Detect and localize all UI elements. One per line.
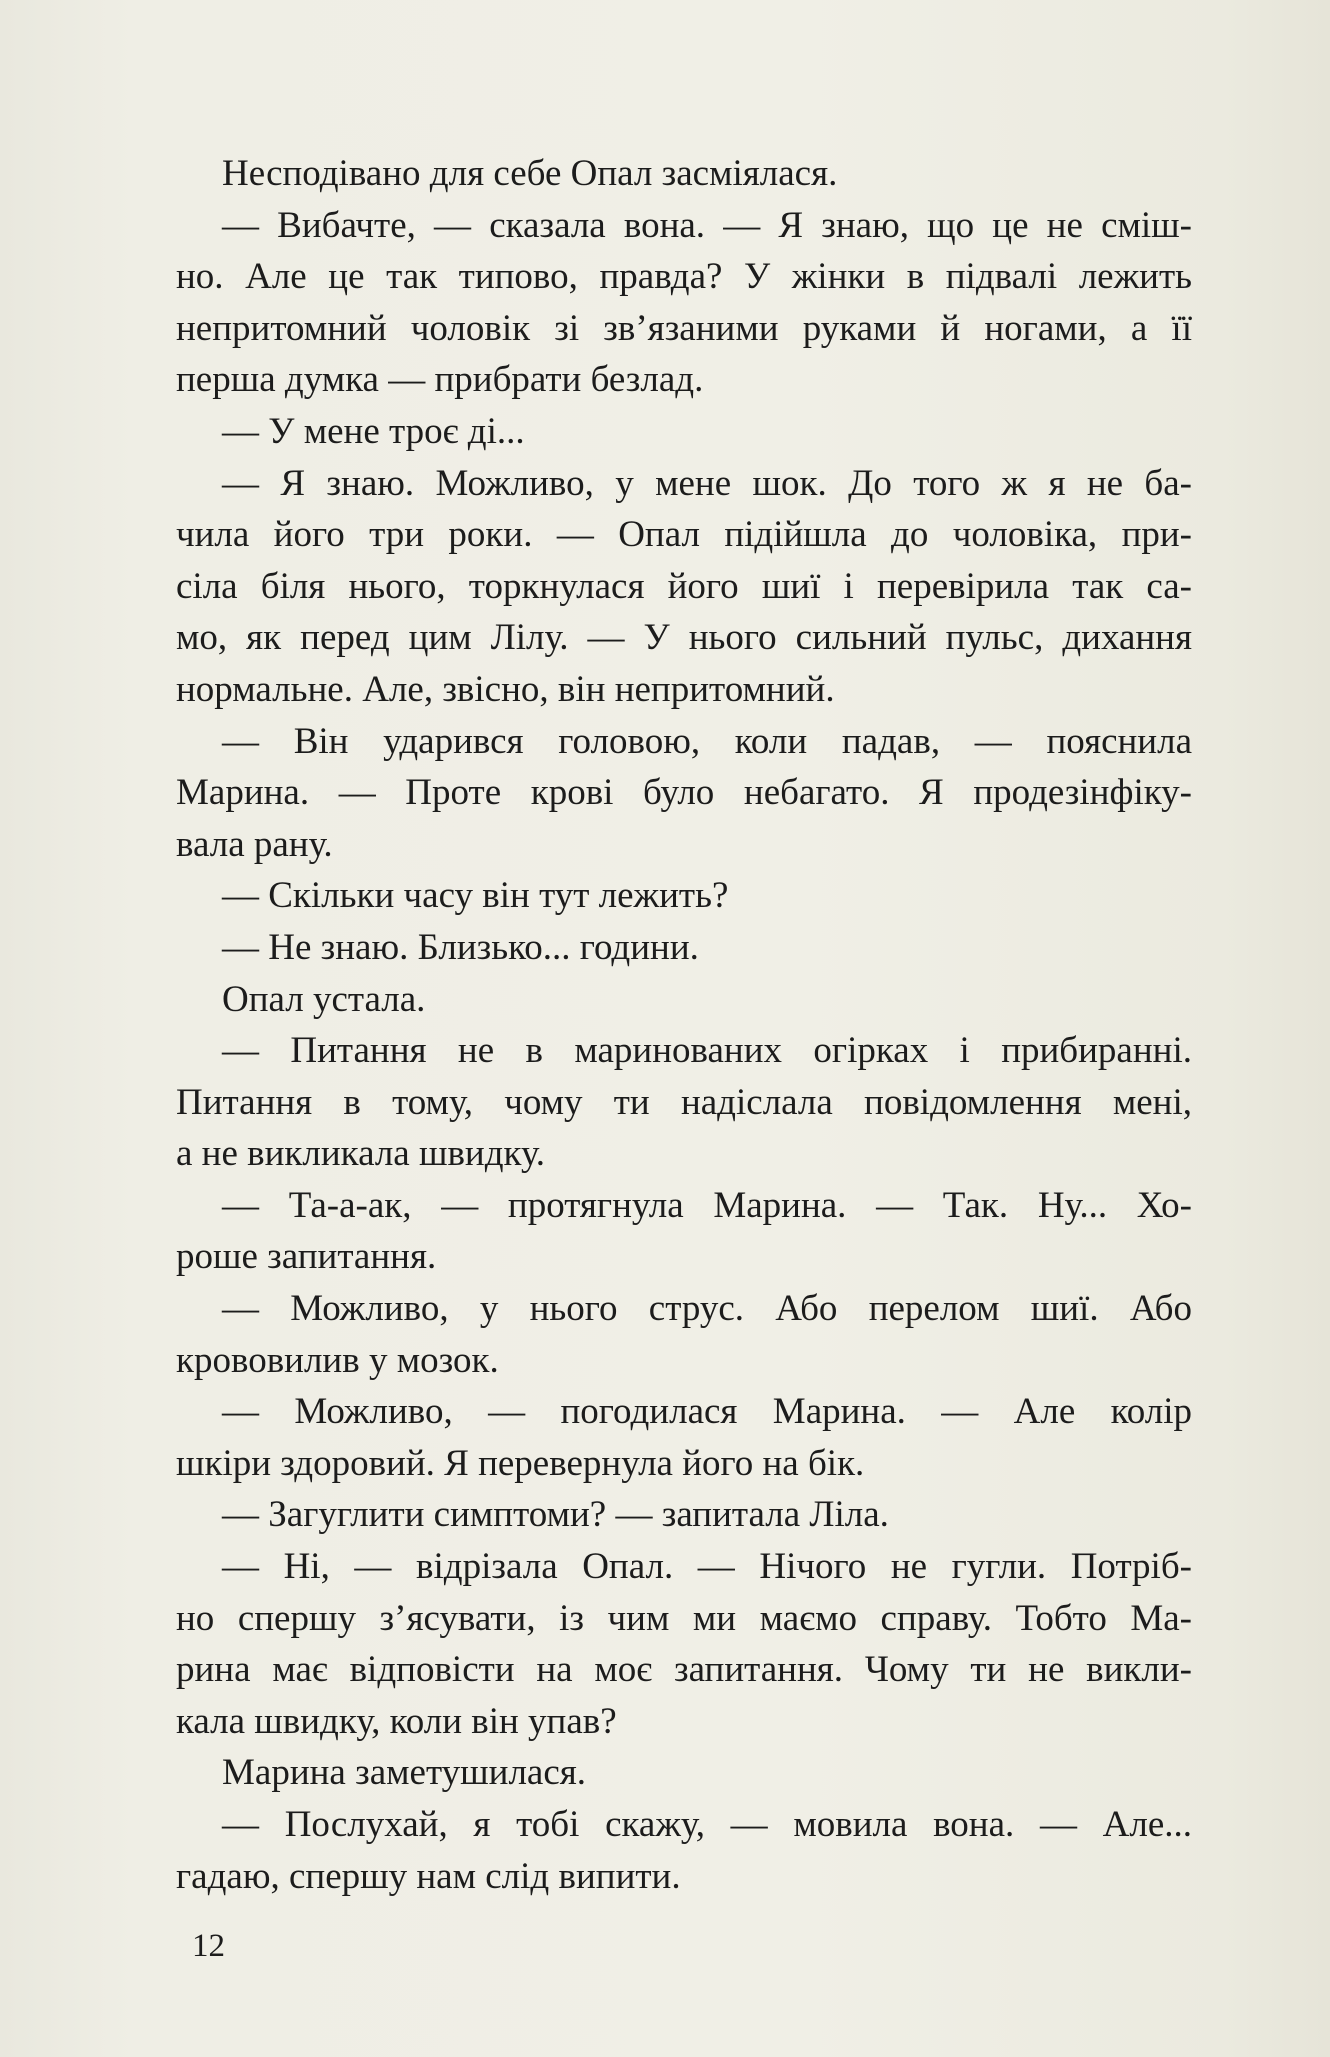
text-line: сіла біля нього, торкнулася його шиї і перевірила так са- (176, 565, 1192, 607)
text-line: — Питання не в маринованих огірках і прибиранні. (222, 1030, 1192, 1072)
page-body-text (176, 148, 1192, 1902)
text-line: — Він ударився головою, коли падав, — пояснила (222, 720, 1192, 762)
page-number: 12 (192, 1928, 225, 1964)
text-line: — Послухай, я тобі скажу, — мовила вона. — Але... (222, 1804, 1192, 1845)
text-line: гадаю, спершу нам слід випити. (176, 1855, 681, 1897)
text-line: Марина. — Проте крові було небагато. Я продезінфіку- (176, 772, 1192, 814)
text-line: — Загуглити симптоми? — запитала Ліла. (222, 1494, 889, 1536)
text-line: нормальне. Але, звісно, він непритомний. (176, 668, 835, 710)
text-line: Марина заметушилася. (222, 1752, 587, 1794)
text-line: — Можливо, у нього струс. Або перелом шиї. Або (222, 1288, 1192, 1330)
text-line: а не викликала швидку. (176, 1133, 546, 1175)
text-line: но спершу з’ясувати, із чим ми маємо справу. Тобто Ма- (176, 1597, 1192, 1639)
text-line: Питання в тому, чому ти надіслала повідомлення мені, (176, 1081, 1192, 1123)
text-line: — Ні, — відрізала Опал. — Нічого не гугли. Потріб- (222, 1546, 1192, 1588)
text-line: перша думка — прибрати безлад. (176, 359, 704, 401)
text-line: Опал устала. (222, 978, 426, 1020)
text-line: шкіри здоровий. Я перевернула його на бік. (176, 1442, 865, 1484)
text-line: — Можливо, — погодилася Марина. — Але колір (222, 1391, 1192, 1433)
text-line: непритомний чоловік зі зв’язаними руками й ногами, а її (176, 307, 1192, 349)
text-line: — Та-а-ак, — протягнула Марина. — Так. Ну... Хо- (222, 1184, 1192, 1226)
text-line: рина має відповісти на моє запитання. Чому ти не викли- (176, 1649, 1192, 1691)
text-line: Несподівано для себе Опал засміялася. (222, 153, 838, 194)
text-line: — Я знаю. Можливо, у мене шок. До того ж я не ба- (222, 462, 1192, 504)
text-line: — Не знаю. Близько... години. (222, 926, 699, 968)
text-line: роше запитання. (176, 1236, 437, 1278)
text-line: кала швидку, коли він упав? (176, 1700, 617, 1742)
text-line: но. Але це так типово, правда? У жінки в підвалі лежить (176, 256, 1192, 298)
text-line: — Скільки часу він тут лежить? (222, 875, 729, 917)
text-line: чила його три роки. — Опал підійшла до чоловіка, при- (176, 514, 1192, 556)
text-line: крововилив у мозок. (176, 1339, 499, 1381)
text-line: — У мене троє ді... (222, 410, 525, 452)
text-line: вала рану. (176, 823, 333, 865)
text-line: мо, як перед цим Лілу. — У нього сильний пульс, дихання (176, 617, 1192, 659)
text-line: — Вибачте, — сказала вона. — Я знаю, що це не сміш- (222, 204, 1192, 246)
